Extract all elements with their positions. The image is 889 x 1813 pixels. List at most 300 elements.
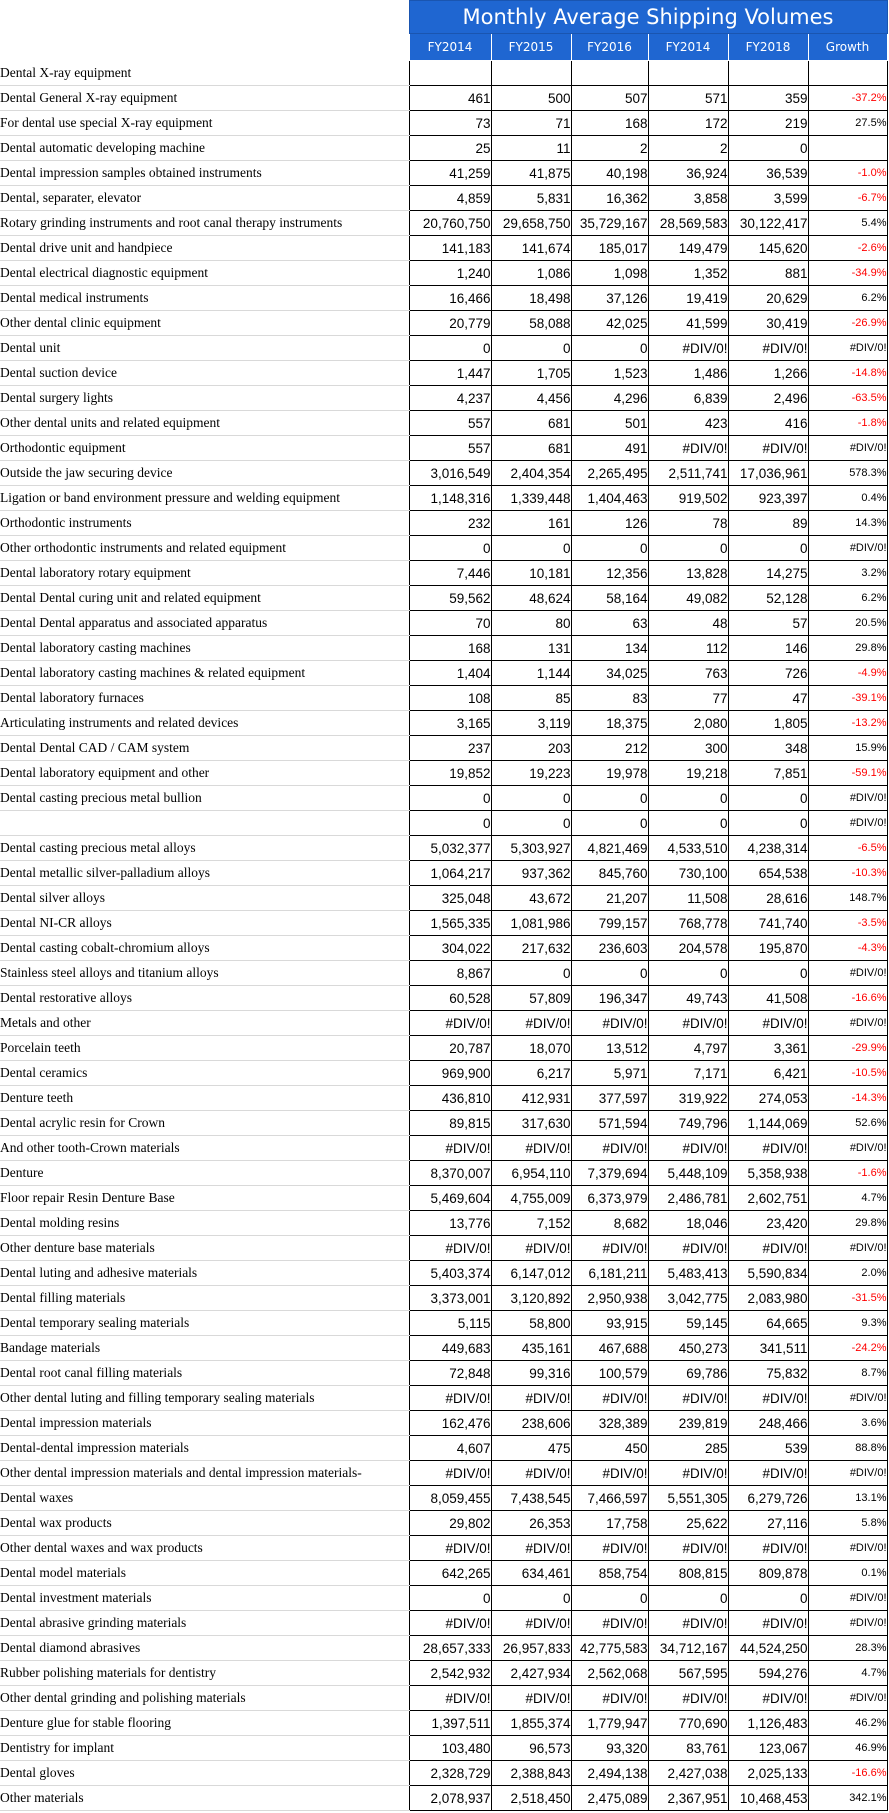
value-cell[interactable]: #DIV/0! <box>648 336 728 361</box>
value-cell[interactable]: 763 <box>648 661 728 686</box>
growth-cell[interactable]: 9.3% <box>808 1311 887 1336</box>
value-cell[interactable]: 20,629 <box>728 286 808 311</box>
row-label[interactable]: Dental wax products <box>0 1511 409 1536</box>
value-cell[interactable]: 52,128 <box>728 586 808 611</box>
value-cell[interactable]: 20,760,750 <box>409 211 491 236</box>
growth-cell[interactable]: #DIV/0! <box>808 1386 887 1411</box>
value-cell[interactable]: 212 <box>571 736 648 761</box>
value-cell[interactable]: 30,419 <box>728 311 808 336</box>
value-cell[interactable]: 146 <box>728 636 808 661</box>
value-cell[interactable]: 1,086 <box>491 261 571 286</box>
value-cell[interactable]: 219 <box>728 111 808 136</box>
value-cell[interactable]: 3,165 <box>409 711 491 736</box>
value-cell[interactable]: 168 <box>571 111 648 136</box>
growth-cell[interactable]: -1.6% <box>808 1161 887 1186</box>
value-cell[interactable]: 328,389 <box>571 1411 648 1436</box>
growth-cell[interactable]: #DIV/0! <box>808 1461 887 1486</box>
growth-cell[interactable]: -37.2% <box>808 86 887 111</box>
value-cell[interactable]: 450,273 <box>648 1336 728 1361</box>
value-cell[interactable]: #DIV/0! <box>648 1686 728 1711</box>
row-label[interactable]: Dental casting precious metal bullion <box>0 786 409 811</box>
value-cell[interactable]: 3,120,892 <box>491 1286 571 1311</box>
value-cell[interactable]: 134 <box>571 636 648 661</box>
value-cell[interactable]: 642,265 <box>409 1561 491 1586</box>
growth-cell[interactable]: -14.3% <box>808 1086 887 1111</box>
value-cell[interactable]: 93,915 <box>571 1311 648 1336</box>
value-cell[interactable]: 681 <box>491 436 571 461</box>
row-label[interactable]: Dental ceramics <box>0 1061 409 1086</box>
value-cell[interactable]: 6,147,012 <box>491 1261 571 1286</box>
value-cell[interactable]: 131 <box>491 636 571 661</box>
row-label[interactable]: Articulating instruments and related devices <box>0 711 409 736</box>
value-cell[interactable]: 6,421 <box>728 1061 808 1086</box>
row-label[interactable]: Dental model materials <box>0 1561 409 1586</box>
value-cell[interactable]: #DIV/0! <box>571 1461 648 1486</box>
value-cell[interactable]: 5,115 <box>409 1311 491 1336</box>
row-label[interactable]: Dental root canal filling materials <box>0 1361 409 1386</box>
value-cell[interactable]: 300 <box>648 736 728 761</box>
growth-cell[interactable]: -14.8% <box>808 361 887 386</box>
row-label[interactable]: Other dental clinic equipment <box>0 311 409 336</box>
value-cell[interactable]: #DIV/0! <box>648 1611 728 1636</box>
value-cell[interactable]: 809,878 <box>728 1561 808 1586</box>
value-cell[interactable]: 4,755,009 <box>491 1186 571 1211</box>
value-cell[interactable] <box>571 61 648 86</box>
growth-cell[interactable]: 0.1% <box>808 1561 887 1586</box>
value-cell[interactable]: 28,569,583 <box>648 211 728 236</box>
value-cell[interactable]: 80 <box>491 611 571 636</box>
value-cell[interactable]: #DIV/0! <box>728 1386 808 1411</box>
growth-cell[interactable]: 46.2% <box>808 1711 887 1736</box>
growth-cell[interactable] <box>808 61 887 86</box>
row-label[interactable]: Dental Dental apparatus and associated apparatus <box>0 611 409 636</box>
value-cell[interactable]: 26,957,833 <box>491 1636 571 1661</box>
value-cell[interactable]: 571 <box>648 86 728 111</box>
value-cell[interactable]: 449,683 <box>409 1336 491 1361</box>
value-cell[interactable]: 0 <box>571 536 648 561</box>
value-cell[interactable]: 500 <box>491 86 571 111</box>
value-cell[interactable]: #DIV/0! <box>648 1011 728 1036</box>
value-cell[interactable]: 1,523 <box>571 361 648 386</box>
value-cell[interactable]: 7,152 <box>491 1211 571 1236</box>
value-cell[interactable]: #DIV/0! <box>571 1686 648 1711</box>
value-cell[interactable]: 168 <box>409 636 491 661</box>
row-label[interactable]: Dental, separater, elevator <box>0 186 409 211</box>
value-cell[interactable]: 3,016,549 <box>409 461 491 486</box>
value-cell[interactable]: 162,476 <box>409 1411 491 1436</box>
value-cell[interactable] <box>491 61 571 86</box>
growth-cell[interactable]: -24.2% <box>808 1336 887 1361</box>
value-cell[interactable]: #DIV/0! <box>728 1536 808 1561</box>
value-cell[interactable]: 13,828 <box>648 561 728 586</box>
value-cell[interactable]: 41,875 <box>491 161 571 186</box>
value-cell[interactable]: 749,796 <box>648 1111 728 1136</box>
value-cell[interactable]: 8,059,455 <box>409 1486 491 1511</box>
value-cell[interactable]: #DIV/0! <box>491 1686 571 1711</box>
value-cell[interactable]: 196,347 <box>571 986 648 1011</box>
value-cell[interactable]: 34,712,167 <box>648 1636 728 1661</box>
value-cell[interactable]: 6,181,211 <box>571 1261 648 1286</box>
value-cell[interactable]: 0 <box>491 536 571 561</box>
column-header[interactable]: FY2015 <box>491 34 571 61</box>
growth-cell[interactable]: 28.3% <box>808 1636 887 1661</box>
value-cell[interactable]: 2,602,751 <box>728 1186 808 1211</box>
value-cell[interactable]: 0 <box>571 336 648 361</box>
value-cell[interactable]: 348 <box>728 736 808 761</box>
value-cell[interactable]: 47 <box>728 686 808 711</box>
value-cell[interactable]: 1,486 <box>648 361 728 386</box>
value-cell[interactable]: 634,461 <box>491 1561 571 1586</box>
value-cell[interactable]: 204,578 <box>648 936 728 961</box>
value-cell[interactable]: 923,397 <box>728 486 808 511</box>
value-cell[interactable]: 937,362 <box>491 861 571 886</box>
row-label[interactable]: Dental impression samples obtained instruments <box>0 161 409 186</box>
growth-cell[interactable]: 46.9% <box>808 1736 887 1761</box>
value-cell[interactable]: 1,339,448 <box>491 486 571 511</box>
value-cell[interactable]: 1,098 <box>571 261 648 286</box>
growth-cell[interactable]: 29.8% <box>808 1211 887 1236</box>
value-cell[interactable]: 195,870 <box>728 936 808 961</box>
value-cell[interactable]: 2,083,980 <box>728 1286 808 1311</box>
value-cell[interactable]: 28,616 <box>728 886 808 911</box>
value-cell[interactable]: 4,607 <box>409 1436 491 1461</box>
value-cell[interactable]: 3,119 <box>491 711 571 736</box>
value-cell[interactable]: 0 <box>728 1586 808 1611</box>
value-cell[interactable]: 19,419 <box>648 286 728 311</box>
value-cell[interactable]: 58,800 <box>491 1311 571 1336</box>
value-cell[interactable]: 3,361 <box>728 1036 808 1061</box>
row-label[interactable]: Dental temporary sealing materials <box>0 1311 409 1336</box>
value-cell[interactable]: 1,148,316 <box>409 486 491 511</box>
row-label[interactable]: Dental medical instruments <box>0 286 409 311</box>
value-cell[interactable]: #DIV/0! <box>728 436 808 461</box>
value-cell[interactable]: #DIV/0! <box>571 1611 648 1636</box>
value-cell[interactable]: 7,438,545 <box>491 1486 571 1511</box>
row-label[interactable]: Other dental luting and filling temporary sealing materials <box>0 1386 409 1411</box>
growth-cell[interactable]: #DIV/0! <box>808 336 887 361</box>
value-cell[interactable]: 858,754 <box>571 1561 648 1586</box>
row-label[interactable]: Dental General X-ray equipment <box>0 86 409 111</box>
row-label[interactable]: Dental investment materials <box>0 1586 409 1611</box>
value-cell[interactable]: 161 <box>491 511 571 536</box>
value-cell[interactable]: 41,599 <box>648 311 728 336</box>
value-cell[interactable]: #DIV/0! <box>648 1461 728 1486</box>
value-cell[interactable]: 594,276 <box>728 1661 808 1686</box>
value-cell[interactable]: 2 <box>571 136 648 161</box>
growth-cell[interactable]: -34.9% <box>808 261 887 286</box>
value-cell[interactable]: 436,810 <box>409 1086 491 1111</box>
value-cell[interactable]: 19,978 <box>571 761 648 786</box>
value-cell[interactable]: 6,839 <box>648 386 728 411</box>
value-cell[interactable]: 0 <box>728 536 808 561</box>
value-cell[interactable]: 7,851 <box>728 761 808 786</box>
growth-cell[interactable]: #DIV/0! <box>808 1536 887 1561</box>
value-cell[interactable]: 0 <box>648 961 728 986</box>
value-cell[interactable]: #DIV/0! <box>491 1011 571 1036</box>
value-cell[interactable]: 1,064,217 <box>409 861 491 886</box>
value-cell[interactable]: 20,779 <box>409 311 491 336</box>
value-cell[interactable]: 57 <box>728 611 808 636</box>
value-cell[interactable]: 2,328,729 <box>409 1761 491 1786</box>
value-cell[interactable]: #DIV/0! <box>728 1236 808 1261</box>
value-cell[interactable]: 1,397,511 <box>409 1711 491 1736</box>
value-cell[interactable]: 799,157 <box>571 911 648 936</box>
value-cell[interactable]: 0 <box>648 1586 728 1611</box>
growth-cell[interactable]: -10.3% <box>808 861 887 886</box>
value-cell[interactable]: 19,218 <box>648 761 728 786</box>
row-label[interactable]: Dental abrasive grinding materials <box>0 1611 409 1636</box>
value-cell[interactable]: 248,466 <box>728 1411 808 1436</box>
growth-cell[interactable]: 0.4% <box>808 486 887 511</box>
row-label[interactable]: Porcelain teeth <box>0 1036 409 1061</box>
value-cell[interactable]: 0 <box>409 336 491 361</box>
value-cell[interactable]: 35,729,167 <box>571 211 648 236</box>
value-cell[interactable]: 18,498 <box>491 286 571 311</box>
value-cell[interactable]: 726 <box>728 661 808 686</box>
growth-cell[interactable]: 5.4% <box>808 211 887 236</box>
row-label[interactable]: Denture glue for stable flooring <box>0 1711 409 1736</box>
growth-cell[interactable]: #DIV/0! <box>808 961 887 986</box>
value-cell[interactable]: 78 <box>648 511 728 536</box>
value-cell[interactable]: 17,036,961 <box>728 461 808 486</box>
value-cell[interactable]: 75,832 <box>728 1361 808 1386</box>
value-cell[interactable] <box>728 61 808 86</box>
value-cell[interactable]: 3,042,775 <box>648 1286 728 1311</box>
value-cell[interactable]: 41,259 <box>409 161 491 186</box>
value-cell[interactable]: 2 <box>648 136 728 161</box>
row-label[interactable]: Other dental impression materials and dental impression materials- <box>0 1461 409 1486</box>
row-label[interactable]: Dental electrical diagnostic equipment <box>0 261 409 286</box>
value-cell[interactable]: 8,867 <box>409 961 491 986</box>
value-cell[interactable]: 5,358,938 <box>728 1161 808 1186</box>
value-cell[interactable]: 0 <box>728 961 808 986</box>
value-cell[interactable]: 5,303,927 <box>491 836 571 861</box>
growth-cell[interactable]: 4.7% <box>808 1661 887 1686</box>
value-cell[interactable]: #DIV/0! <box>648 1536 728 1561</box>
row-label[interactable]: Orthodontic instruments <box>0 511 409 536</box>
growth-cell[interactable]: -4.9% <box>808 661 887 686</box>
value-cell[interactable]: 70 <box>409 611 491 636</box>
growth-cell[interactable]: -39.1% <box>808 686 887 711</box>
value-cell[interactable]: 7,171 <box>648 1061 728 1086</box>
growth-cell[interactable]: -4.3% <box>808 936 887 961</box>
value-cell[interactable]: 317,630 <box>491 1111 571 1136</box>
value-cell[interactable]: 43,672 <box>491 886 571 911</box>
row-label[interactable]: Floor repair Resin Denture Base <box>0 1186 409 1211</box>
growth-cell[interactable]: 5.8% <box>808 1511 887 1536</box>
growth-cell[interactable]: -6.5% <box>808 836 887 861</box>
growth-cell[interactable]: -31.5% <box>808 1286 887 1311</box>
value-cell[interactable]: #DIV/0! <box>491 1136 571 1161</box>
value-cell[interactable]: 557 <box>409 436 491 461</box>
growth-cell[interactable]: 20.5% <box>808 611 887 636</box>
value-cell[interactable]: #DIV/0! <box>409 1386 491 1411</box>
value-cell[interactable]: 238,606 <box>491 1411 571 1436</box>
value-cell[interactable]: 2,486,781 <box>648 1186 728 1211</box>
value-cell[interactable]: 8,682 <box>571 1211 648 1236</box>
value-cell[interactable]: 69,786 <box>648 1361 728 1386</box>
value-cell[interactable]: 435,161 <box>491 1336 571 1361</box>
value-cell[interactable]: 1,705 <box>491 361 571 386</box>
value-cell[interactable]: 27,116 <box>728 1511 808 1536</box>
value-cell[interactable]: 44,524,250 <box>728 1636 808 1661</box>
value-cell[interactable]: #DIV/0! <box>648 1136 728 1161</box>
value-cell[interactable]: 0 <box>571 1586 648 1611</box>
value-cell[interactable]: 2,080 <box>648 711 728 736</box>
growth-cell[interactable]: 14.3% <box>808 511 887 536</box>
value-cell[interactable]: 4,296 <box>571 386 648 411</box>
value-cell[interactable]: 77 <box>648 686 728 711</box>
value-cell[interactable]: 57,809 <box>491 986 571 1011</box>
value-cell[interactable]: 2,950,938 <box>571 1286 648 1311</box>
value-cell[interactable]: 60,528 <box>409 986 491 1011</box>
column-header[interactable]: FY2014 <box>409 34 491 61</box>
value-cell[interactable]: 0 <box>728 811 808 836</box>
value-cell[interactable]: 412,931 <box>491 1086 571 1111</box>
row-label[interactable]: Dental luting and adhesive materials <box>0 1261 409 1286</box>
value-cell[interactable]: 42,025 <box>571 311 648 336</box>
value-cell[interactable]: #DIV/0! <box>409 1461 491 1486</box>
value-cell[interactable]: 5,590,834 <box>728 1261 808 1286</box>
value-cell[interactable]: 149,479 <box>648 236 728 261</box>
growth-cell[interactable]: -1.0% <box>808 161 887 186</box>
growth-cell[interactable]: -1.8% <box>808 411 887 436</box>
row-label[interactable]: Dental restorative alloys <box>0 986 409 1011</box>
value-cell[interactable]: 0 <box>571 786 648 811</box>
value-cell[interactable]: 58,088 <box>491 311 571 336</box>
value-cell[interactable]: 2,496 <box>728 386 808 411</box>
value-cell[interactable]: 36,924 <box>648 161 728 186</box>
row-label[interactable]: Other denture base materials <box>0 1236 409 1261</box>
value-cell[interactable]: 2,265,495 <box>571 461 648 486</box>
value-cell[interactable]: #DIV/0! <box>571 1236 648 1261</box>
growth-cell[interactable]: -3.5% <box>808 911 887 936</box>
value-cell[interactable]: 7,446 <box>409 561 491 586</box>
growth-cell[interactable]: 578.3% <box>808 461 887 486</box>
value-cell[interactable]: 83,761 <box>648 1736 728 1761</box>
value-cell[interactable]: #DIV/0! <box>728 1686 808 1711</box>
value-cell[interactable]: 1,266 <box>728 361 808 386</box>
value-cell[interactable]: 681 <box>491 411 571 436</box>
value-cell[interactable]: 85 <box>491 686 571 711</box>
value-cell[interactable]: 0 <box>648 811 728 836</box>
value-cell[interactable]: 48,624 <box>491 586 571 611</box>
value-cell[interactable]: 34,025 <box>571 661 648 686</box>
value-cell[interactable]: #DIV/0! <box>648 436 728 461</box>
growth-cell[interactable]: #DIV/0! <box>808 1011 887 1036</box>
value-cell[interactable]: 21,207 <box>571 886 648 911</box>
value-cell[interactable]: 5,448,109 <box>648 1161 728 1186</box>
value-cell[interactable]: 1,805 <box>728 711 808 736</box>
value-cell[interactable]: 2,494,138 <box>571 1761 648 1786</box>
value-cell[interactable]: 359 <box>728 86 808 111</box>
value-cell[interactable]: #DIV/0! <box>409 1236 491 1261</box>
growth-cell[interactable]: -13.2% <box>808 711 887 736</box>
value-cell[interactable]: 25 <box>409 136 491 161</box>
growth-cell[interactable]: #DIV/0! <box>808 786 887 811</box>
row-label[interactable]: Dental-dental impression materials <box>0 1436 409 1461</box>
row-label[interactable]: Denture <box>0 1161 409 1186</box>
value-cell[interactable]: #DIV/0! <box>571 1536 648 1561</box>
value-cell[interactable]: 59,145 <box>648 1311 728 1336</box>
value-cell[interactable]: 768,778 <box>648 911 728 936</box>
value-cell[interactable] <box>409 61 491 86</box>
value-cell[interactable]: 145,620 <box>728 236 808 261</box>
value-cell[interactable]: #DIV/0! <box>409 1136 491 1161</box>
column-header[interactable]: FY2014 <box>648 34 728 61</box>
growth-cell[interactable]: #DIV/0! <box>808 811 887 836</box>
value-cell[interactable]: 37,126 <box>571 286 648 311</box>
value-cell[interactable]: 6,279,726 <box>728 1486 808 1511</box>
value-cell[interactable]: 567,595 <box>648 1661 728 1686</box>
value-cell[interactable]: 475 <box>491 1436 571 1461</box>
value-cell[interactable]: 0 <box>409 811 491 836</box>
growth-cell[interactable]: #DIV/0! <box>808 1611 887 1636</box>
value-cell[interactable]: 49,082 <box>648 586 728 611</box>
value-cell[interactable]: #DIV/0! <box>491 1236 571 1261</box>
value-cell[interactable]: 539 <box>728 1436 808 1461</box>
value-cell[interactable]: 29,802 <box>409 1511 491 1536</box>
value-cell[interactable]: 112 <box>648 636 728 661</box>
value-cell[interactable]: 808,815 <box>648 1561 728 1586</box>
value-cell[interactable]: 58,164 <box>571 586 648 611</box>
value-cell[interactable]: 2,542,932 <box>409 1661 491 1686</box>
value-cell[interactable]: 770,690 <box>648 1711 728 1736</box>
value-cell[interactable]: 1,352 <box>648 261 728 286</box>
value-cell[interactable]: 17,758 <box>571 1511 648 1536</box>
value-cell[interactable]: 0 <box>491 961 571 986</box>
row-label[interactable]: Other dental waxes and wax products <box>0 1536 409 1561</box>
value-cell[interactable]: 557 <box>409 411 491 436</box>
value-cell[interactable]: 2,518,450 <box>491 1786 571 1811</box>
row-label[interactable]: Dental silver alloys <box>0 886 409 911</box>
value-cell[interactable]: 0 <box>491 336 571 361</box>
value-cell[interactable]: 19,852 <box>409 761 491 786</box>
row-label[interactable]: And other tooth-Crown materials <box>0 1136 409 1161</box>
value-cell[interactable]: 5,971 <box>571 1061 648 1086</box>
growth-cell[interactable]: 3.6% <box>808 1411 887 1436</box>
growth-cell[interactable]: -6.7% <box>808 186 887 211</box>
value-cell[interactable]: 185,017 <box>571 236 648 261</box>
value-cell[interactable]: 741,740 <box>728 911 808 936</box>
row-label[interactable]: Bandage materials <box>0 1336 409 1361</box>
value-cell[interactable]: 141,183 <box>409 236 491 261</box>
value-cell[interactable]: 19,223 <box>491 761 571 786</box>
row-label[interactable]: Dental Dental CAD / CAM system <box>0 736 409 761</box>
value-cell[interactable]: 13,776 <box>409 1211 491 1236</box>
value-cell[interactable]: 1,404 <box>409 661 491 686</box>
value-cell[interactable]: 377,597 <box>571 1086 648 1111</box>
growth-cell[interactable]: 8.7% <box>808 1361 887 1386</box>
value-cell[interactable]: 919,502 <box>648 486 728 511</box>
column-header[interactable]: Growth <box>808 34 887 61</box>
value-cell[interactable]: 8,370,007 <box>409 1161 491 1186</box>
value-cell[interactable]: #DIV/0! <box>491 1461 571 1486</box>
value-cell[interactable]: 507 <box>571 86 648 111</box>
value-cell[interactable]: 28,657,333 <box>409 1636 491 1661</box>
value-cell[interactable]: 20,787 <box>409 1036 491 1061</box>
growth-cell[interactable]: 3.2% <box>808 561 887 586</box>
growth-cell[interactable]: 4.7% <box>808 1186 887 1211</box>
value-cell[interactable]: #DIV/0! <box>491 1386 571 1411</box>
value-cell[interactable]: 172 <box>648 111 728 136</box>
growth-cell[interactable]: 52.6% <box>808 1111 887 1136</box>
value-cell[interactable]: 29,658,750 <box>491 211 571 236</box>
value-cell[interactable]: 2,511,741 <box>648 461 728 486</box>
value-cell[interactable]: 450 <box>571 1436 648 1461</box>
value-cell[interactable]: 237 <box>409 736 491 761</box>
value-cell[interactable]: 123,067 <box>728 1736 808 1761</box>
